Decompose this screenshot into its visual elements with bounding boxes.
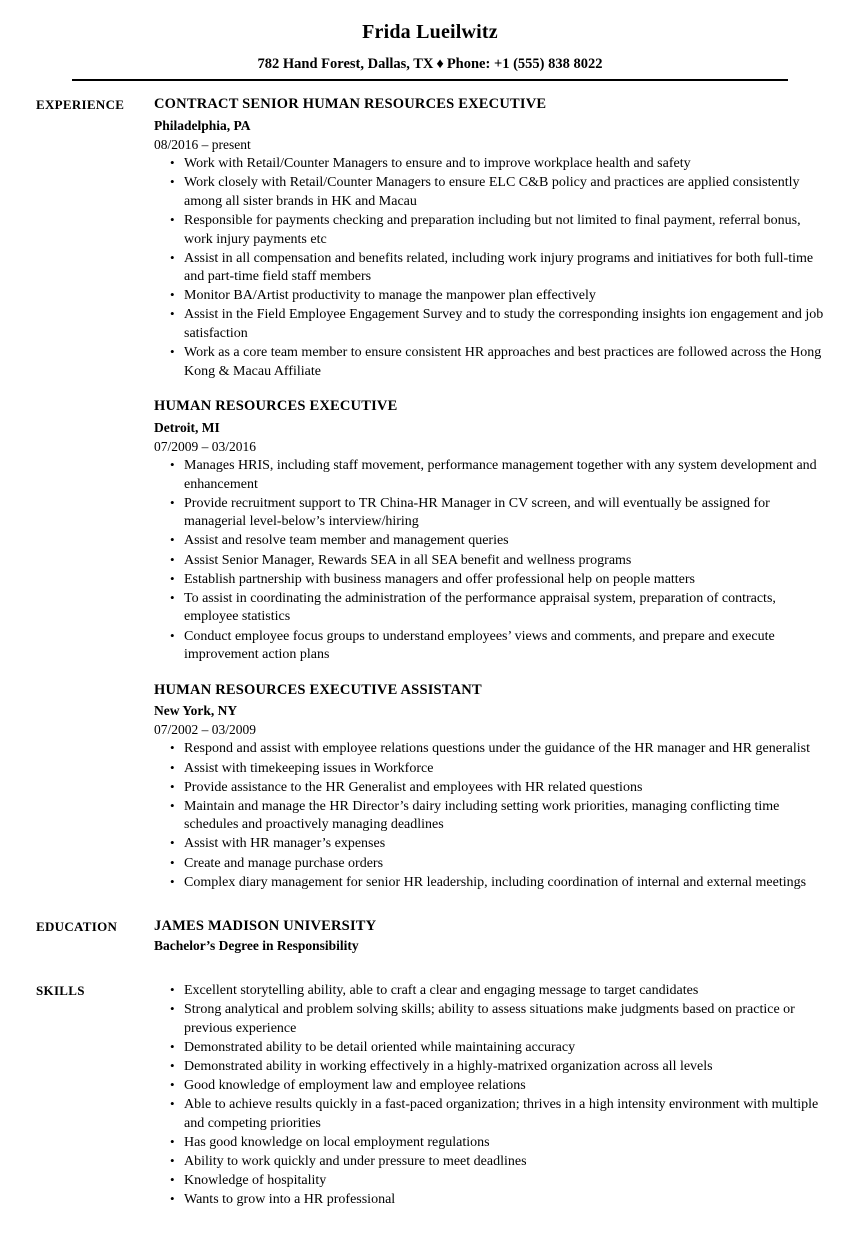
header-divider	[72, 79, 788, 81]
list-item: • Maintain and manage the HR Director’s dairy including setting work priorities, managing conflicting time schedules and proactively managing deadlines	[154, 798, 830, 835]
list-item: • Ability to work quickly and under pressure to meet deadlines	[154, 1153, 830, 1172]
list-item: • Able to achieve results quickly in a fast-paced organization; thrives in a high intensity environment with multiple and competing priorities	[154, 1096, 830, 1133]
education-degree: Bachelor’s Degree in Responsibility	[154, 938, 359, 954]
list-item: • Create and manage purchase orders	[154, 855, 830, 874]
job-responsibility-list	[154, 740, 830, 892]
section-label-education: EDUCATION	[36, 918, 118, 934]
list-item: • Manages HRIS, including staff movement, performance management together with any system development and enhancement	[154, 457, 830, 494]
education-body	[154, 917, 830, 956]
list-item: • Work with Retail/Counter Managers to ensure and to improve workplace health and safety	[154, 155, 830, 174]
list-item: • Wants to grow into a HR professional	[154, 1191, 830, 1210]
job-title: HUMAN RESOURCES EXECUTIVE ASSISTANT	[154, 681, 482, 698]
skills-section	[0, 981, 860, 1210]
job-responsibility-list	[154, 457, 830, 665]
candidate-phone: Phone: +1 (555) 838 8022	[446, 56, 603, 72]
list-item: • Respond and assist with employee relations questions under the guidance of the HR manager and HR generalist	[154, 740, 830, 759]
candidate-contact-line	[0, 56, 860, 73]
list-item: • Assist in the Field Employee Engagement Survey and to study the corresponding insights ion engagement and job satisfaction	[154, 306, 830, 343]
list-item: • Conduct employee focus groups to understand employees’ views and comments, and prepare and execute improvement action plans	[154, 628, 830, 665]
job-location: Detroit, MI	[154, 419, 220, 435]
job-entry	[154, 95, 830, 381]
section-label-experience: EXPERIENCE	[36, 97, 125, 113]
experience-body	[154, 95, 830, 892]
list-item: • Assist with HR manager’s expenses	[154, 835, 830, 854]
list-item: • Monitor BA/Artist productivity to manage the manpower plan effectively	[154, 287, 830, 306]
list-item: • Assist Senior Manager, Rewards SEA in all SEA benefit and wellness programs	[154, 552, 830, 571]
list-item: • Knowledge of hospitality	[154, 1172, 830, 1191]
job-location: Philadelphia, PA	[154, 117, 251, 133]
skills-body	[154, 981, 830, 1210]
list-item: • To assist in coordinating the administration of the performance appraisal system, preparation of contracts, employee statistics	[154, 590, 830, 627]
experience-section	[0, 95, 860, 892]
list-item: • Responsible for payments checking and preparation including but not limited to final payment, referral bonus, work injury payments etc	[154, 212, 830, 249]
list-item: • Strong analytical and problem solving skills; ability to assess situations make judgments based on practice or previous experience	[154, 1001, 830, 1038]
education-section	[0, 917, 860, 956]
job-entry	[154, 681, 830, 893]
list-item: • Work as a core team member to ensure consistent HR approaches and best practices are followed across the Hong Kong & Macau Affiliate	[154, 344, 830, 381]
job-entry	[154, 397, 830, 664]
list-item: • Assist in all compensation and benefits related, including work injury programs and initiatives for both full-time and part-time field staff members	[154, 250, 830, 287]
list-item: • Provide assistance to the HR Generalist and employees with HR related questions	[154, 779, 830, 798]
diamond-separator-icon: ♦	[436, 56, 444, 72]
job-title: HUMAN RESOURCES EXECUTIVE	[154, 398, 398, 415]
job-responsibility-list	[154, 155, 830, 381]
list-item: • Has good knowledge on local employment regulations	[154, 1134, 830, 1153]
list-item: • Demonstrated ability in working effectively in a highly-matrixed organization across all levels	[154, 1058, 830, 1077]
list-item: • Demonstrated ability to be detail oriented while maintaining accuracy	[154, 1039, 830, 1058]
list-item: • Establish partnership with business managers and offer professional help on people matters	[154, 571, 830, 590]
list-item: • Work closely with Retail/Counter Managers to ensure ELC C&B policy and practices are applied consistently among all sister brands in HK and Macau	[154, 174, 830, 211]
skills-list	[154, 982, 830, 1210]
list-item: • Assist with timekeeping issues in Workforce	[154, 760, 830, 779]
resume-header	[0, 0, 860, 81]
section-label-skills: SKILLS	[36, 983, 85, 999]
list-item: • Complex diary management for senior HR leadership, including coordination of internal and external meetings	[154, 874, 830, 893]
education-school: JAMES MADISON UNIVERSITY	[154, 917, 377, 934]
candidate-name: Frida Lueilwitz	[362, 21, 498, 43]
job-location: New York, NY	[154, 703, 238, 719]
list-item: • Good knowledge of employment law and employee relations	[154, 1077, 830, 1096]
job-dates: 07/2002 – 03/2009	[154, 722, 257, 738]
job-title: CONTRACT SENIOR HUMAN RESOURCES EXECUTIVE	[154, 96, 547, 113]
list-item: • Excellent storytelling ability, able to craft a clear and engaging message to target candidates	[154, 982, 830, 1001]
job-dates: 07/2009 – 03/2016	[154, 438, 257, 454]
job-dates: 08/2016 – present	[154, 136, 251, 152]
candidate-address: 782 Hand Forest, Dallas, TX	[257, 56, 434, 72]
list-item: • Provide recruitment support to TR China-HR Manager in CV screen, and will eventually be assigned for managerial level-below’s interview/hiring	[154, 495, 830, 532]
list-item: • Assist and resolve team member and management queries	[154, 532, 830, 551]
